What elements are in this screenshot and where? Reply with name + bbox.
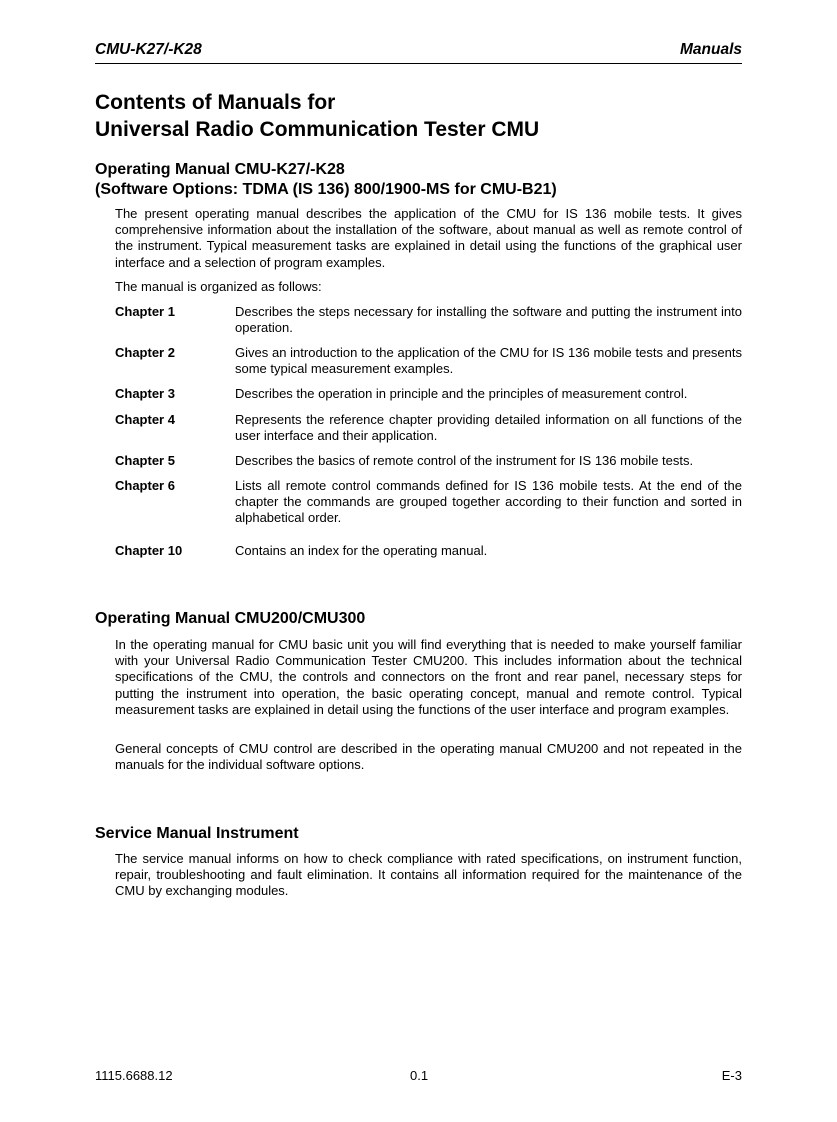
chapter-description: Gives an introduction to the application of the CMU for IS 136 mobile tests and presents some typical measurement examples. [235, 345, 742, 377]
section3-heading: Service Manual Instrument [95, 825, 299, 842]
section-heading-operating-manual-k27 [95, 160, 755, 200]
chapter-description: Represents the reference chapter providing detailed information on all functions of the user interface and their application. [235, 412, 742, 444]
chapter-label: Chapter 5 [115, 453, 175, 468]
chapter-label: Chapter 3 [115, 386, 175, 401]
footer-doc-number: 1115.6688.12 [95, 1068, 173, 1083]
chapter-label: Chapter 1 [115, 304, 175, 319]
page-header [95, 41, 742, 64]
header-product: CMU-K27/-K28 [95, 41, 202, 58]
chapter-description: Contains an index for the operating manual. [235, 543, 488, 558]
header-section: Manuals [679, 41, 742, 58]
footer-page-number: E-3 [721, 1068, 742, 1083]
chapter-description: Lists all remote control commands defined for IS 136 mobile tests. At the end of the chapter the commands are grouped together according to their function and sorted in alphabetical order. [235, 478, 742, 526]
section2-para1: In the operating manual for CMU basic unit you will find everything that is needed to make yourself familiar with your Universal Radio Communication Tester CMU200. This includes information about the technical specifications of the CMU, the controls and connectors on the front and rear panel, necessary steps for putting the instrument into operation, the basic operating concept, manual and remote control. Typical measurement tasks are explained in detail using the functions of the user interface and program examples. [115, 637, 742, 717]
section2-heading: Operating Manual CMU200/CMU300 [95, 610, 366, 627]
footer-version: 0.1 [410, 1068, 429, 1083]
chapter-label: Chapter 4 [115, 412, 175, 427]
chapter-description: Describes the steps necessary for installing the software and putting the instrument into operation. [235, 304, 742, 336]
chapter-description: Describes the basics of remote control of the instrument for IS 136 mobile tests. [235, 453, 694, 468]
section1-intro: The present operating manual describes the application of the CMU for IS 136 mobile tests. It gives comprehensive information about the installation of the software, about manual as well as remote control of the instrument. Typical measurement tasks are explained in detail using the functions of the graphical user interface and a selection of program examples. [115, 206, 742, 270]
section1-heading-line2: (Software Options: TDMA (IS 136) 800/1900-MS for CMU-B21) [95, 181, 557, 198]
chapter-label: Chapter 6 [115, 478, 175, 493]
chapter-label: Chapter 10 [115, 543, 183, 558]
page-title [95, 89, 755, 143]
page-title-line1: Contents of Manuals for [95, 91, 336, 114]
section-heading-operating-manual-cmu200 [95, 609, 755, 629]
section3-para1: The service manual informs on how to check compliance with rated specifications, on instrument function, repair, troubleshooting and fault elimination. It contains all information required for the maintenance of the CMU by exchanging modules. [115, 851, 742, 899]
page-title-line2: Universal Radio Communication Tester CMU [95, 118, 540, 141]
section2-para2: General concepts of CMU control are described in the operating manual CMU200 and not repeated in the manuals for the individual software options. [115, 741, 742, 773]
section-heading-service-manual [95, 824, 755, 844]
chapter-description: Describes the operation in principle and the principles of measurement control. [235, 386, 688, 401]
chapter-label: Chapter 2 [115, 345, 175, 360]
section1-organized: The manual is organized as follows: [115, 279, 322, 294]
section1-heading-line1: Operating Manual CMU-K27/-K28 [95, 161, 345, 178]
